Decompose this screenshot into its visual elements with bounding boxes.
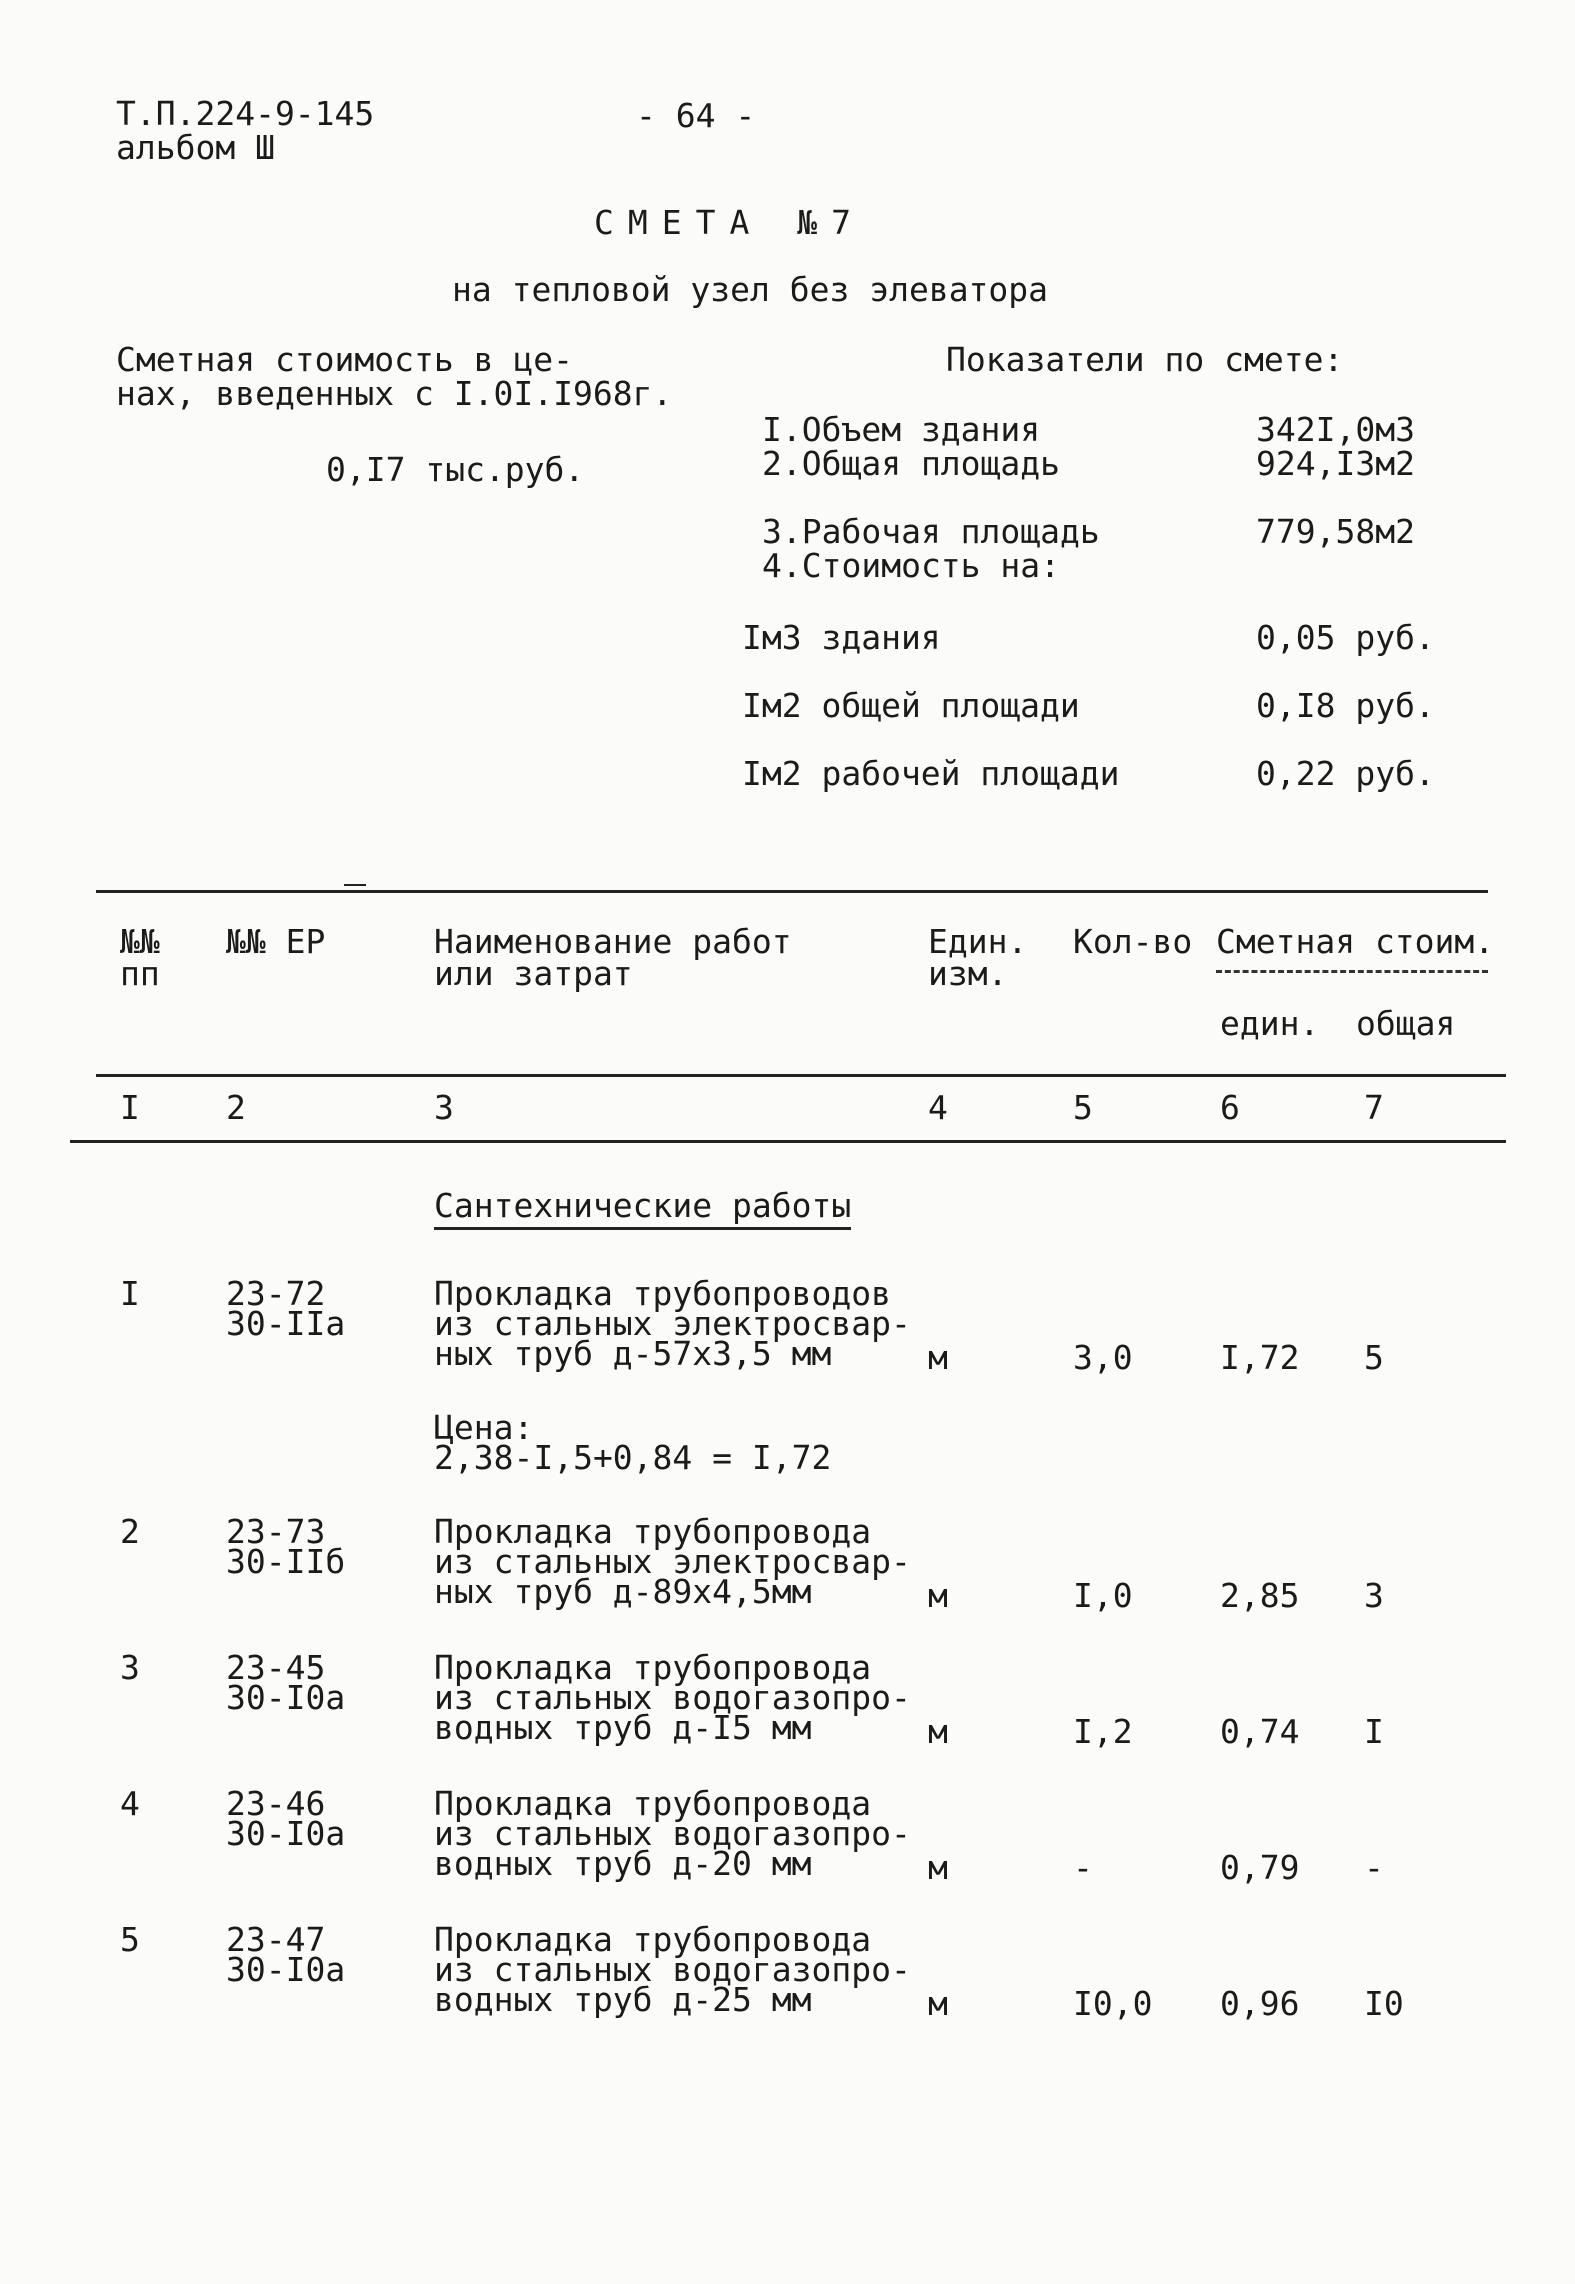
indicator-value: 0,05 руб. <box>1256 618 1435 657</box>
row-price-note: 2,38-I,5+0,84 = I,72 <box>434 1438 832 1477</box>
row-code: 23-45 <box>226 1648 326 1687</box>
header-estimated-cost: Сметная стоим. <box>1216 922 1495 961</box>
row-quantity: I0,0 <box>1073 1984 1153 2023</box>
row-unit: м <box>928 1712 948 1751</box>
estimate-cost-amount: 0,I7 тыс.руб. <box>326 450 585 489</box>
document-subtitle: на тепловой узел без элеватора <box>452 270 1049 309</box>
row-name: из стальных электросвар- <box>434 1304 911 1343</box>
row-quantity: - <box>1073 1848 1093 1887</box>
indicator-label: 2.Общая площадь <box>762 444 1061 483</box>
row-total: I0 <box>1364 1984 1404 2023</box>
indicator-label: I.Объем здания <box>762 410 1041 449</box>
indicator-label: 4.Стоимость на: <box>762 546 1061 585</box>
column-number: 2 <box>226 1088 246 1127</box>
header-unit: Един. <box>928 922 1028 961</box>
row-name: водных труб д-25 мм <box>434 1980 812 2019</box>
row-total: I <box>1364 1712 1384 1751</box>
row-unit-price: 0,74 <box>1220 1712 1300 1751</box>
row-name: из стальных электросвар- <box>434 1542 911 1581</box>
row-quantity: 3,0 <box>1073 1338 1133 1377</box>
column-number: 4 <box>928 1088 948 1127</box>
indicator-value: 924,I3м2 <box>1256 444 1415 483</box>
table-top-tick <box>344 884 366 886</box>
column-number: 7 <box>1364 1088 1384 1127</box>
header-unit-2: изм. <box>928 954 1008 993</box>
row-number: 5 <box>120 1920 140 1959</box>
row-name: водных труб д-20 мм <box>434 1844 812 1883</box>
row-name: ных труб д-89х4,5мм <box>434 1572 812 1611</box>
section-title: Сантехнические работы <box>434 1188 851 1230</box>
row-code: 30-IIа <box>226 1304 346 1343</box>
header-bottom-rule <box>96 1074 1506 1077</box>
row-unit: м <box>928 1848 948 1887</box>
indicator-value: 342I,0м3 <box>1256 410 1415 449</box>
row-quantity: I,2 <box>1073 1712 1133 1751</box>
row-unit: м <box>928 1984 948 2023</box>
row-unit-price: 2,85 <box>1220 1576 1300 1615</box>
indicator-label: Iм2 общей площади <box>742 686 1080 725</box>
indicator-value: 779,58м2 <box>1256 512 1415 551</box>
header-total-cost: общая <box>1356 1004 1456 1043</box>
column-number: 5 <box>1073 1088 1093 1127</box>
row-code: 23-46 <box>226 1784 326 1823</box>
indicator-label: 3.Рабочая площадь <box>762 512 1100 551</box>
estimate-cost-line1: Сметная стоимость в це- <box>116 340 573 379</box>
indicator-value: 0,I8 руб. <box>1256 686 1435 725</box>
row-total: 3 <box>1364 1576 1384 1615</box>
row-number: 4 <box>120 1784 140 1823</box>
row-unit-price: 0,96 <box>1220 1984 1300 2023</box>
row-unit-price: I,72 <box>1220 1338 1300 1377</box>
row-name: ных труб д-57х3,5 мм <box>434 1334 832 1373</box>
indicator-label: Iм2 рабочей площади <box>742 754 1120 793</box>
row-code: 23-72 <box>226 1274 326 1313</box>
row-code: 30-I0а <box>226 1950 346 1989</box>
row-name: из стальных водогазопро- <box>434 1678 911 1717</box>
row-total: 5 <box>1364 1338 1384 1377</box>
project-code: Т.П.224-9-145 <box>116 94 375 133</box>
column-number: 6 <box>1220 1088 1240 1127</box>
row-unit: м <box>928 1576 948 1615</box>
header-code: №№ ЕР <box>226 922 326 961</box>
row-name: Прокладка трубопровода <box>434 1920 872 1959</box>
column-number: I <box>120 1088 140 1127</box>
page-number: - 64 - <box>636 96 756 135</box>
row-total: - <box>1364 1848 1384 1887</box>
indicator-label: Iм3 здания <box>742 618 941 657</box>
row-number: 3 <box>120 1648 140 1687</box>
document-title: СМЕТА №7 <box>594 203 865 242</box>
row-name: Прокладка трубопровода <box>434 1512 872 1551</box>
row-name: Прокладка трубопровода <box>434 1648 872 1687</box>
row-unit: м <box>928 1338 948 1377</box>
album-label: альбом Ш <box>116 128 275 167</box>
header-unit-cost: един. <box>1220 1004 1320 1043</box>
header-row-number-2: пп <box>120 954 160 993</box>
row-code: 30-I0а <box>226 1814 346 1853</box>
header-quantity: Кол-во <box>1073 922 1193 961</box>
column-numbers-bottom-rule <box>70 1140 1506 1143</box>
column-number: 3 <box>434 1088 454 1127</box>
header-cost-dash-rule <box>1216 970 1488 973</box>
row-name: водных труб д-I5 мм <box>434 1708 812 1747</box>
indicator-value: 0,22 руб. <box>1256 754 1435 793</box>
row-code: 30-I0а <box>226 1678 346 1717</box>
row-number: I <box>120 1274 140 1313</box>
header-name-2: или затрат <box>434 954 633 993</box>
row-name: Прокладка трубопровода <box>434 1784 872 1823</box>
row-unit-price: 0,79 <box>1220 1848 1300 1887</box>
row-code: 23-47 <box>226 1920 326 1959</box>
row-name: Прокладка трубопроводов <box>434 1274 891 1313</box>
row-quantity: I,0 <box>1073 1576 1133 1615</box>
row-number: 2 <box>120 1512 140 1551</box>
row-price-note: Цена: <box>434 1408 534 1447</box>
header-row-number: №№ <box>120 922 160 961</box>
indicators-heading: Показатели по смете: <box>946 340 1344 379</box>
table-top-rule <box>96 890 1488 893</box>
estimate-cost-line2: нах, введенных с I.0I.I968г. <box>116 374 673 413</box>
row-code: 30-IIб <box>226 1542 346 1581</box>
row-name: из стальных водогазопро- <box>434 1814 911 1853</box>
row-name: из стальных водогазопро- <box>434 1950 911 1989</box>
header-name: Наименование работ <box>434 922 792 961</box>
row-code: 23-73 <box>226 1512 326 1551</box>
